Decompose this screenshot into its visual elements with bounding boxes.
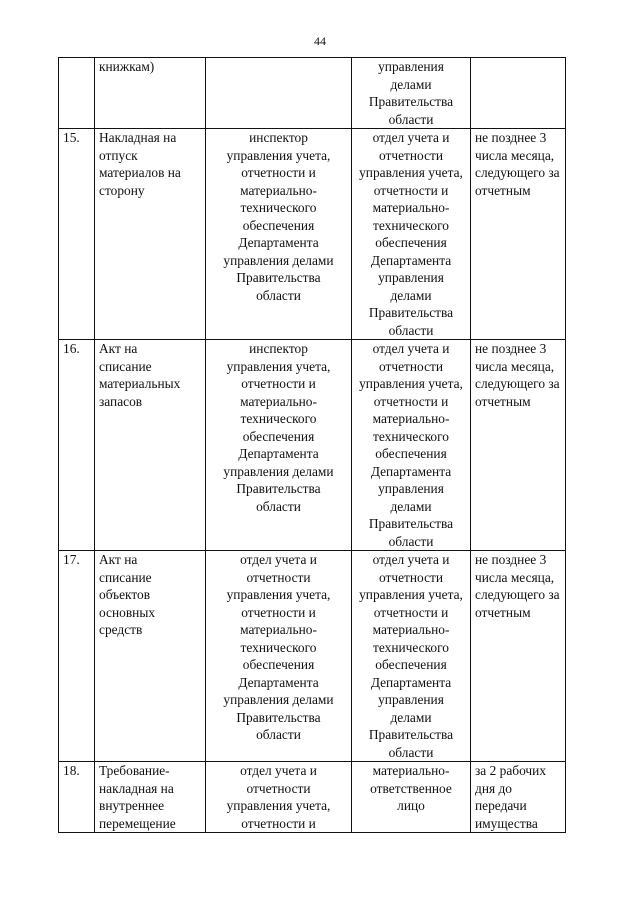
responsible-cell: инспектор управления учета, отчетности и материально- технического обеспечения Департамента управления делами Правительства области bbox=[206, 340, 352, 551]
table-row bbox=[59, 129, 566, 340]
deadline-cell: не позднее 3 числа месяца, следующего за отчетным bbox=[471, 551, 566, 762]
document-name-cell: книжкам) bbox=[95, 58, 206, 129]
document-name-cell: Акт на списание материальных запасов bbox=[95, 340, 206, 551]
receiver-cell: отдел учета и отчетности управления учета, отчетности и материально- технического обеспечения Департамента управления делами Правительства области bbox=[352, 551, 471, 762]
row-number-cell: 18. bbox=[59, 762, 95, 833]
document-name-cell: Требование- накладная на внутреннее перемещение bbox=[95, 762, 206, 833]
row-number-cell: 17. bbox=[59, 551, 95, 762]
page-number: 44 bbox=[314, 34, 326, 48]
table-row bbox=[59, 58, 566, 129]
deadline-cell: не позднее 3 числа месяца, следующего за отчетным bbox=[471, 129, 566, 340]
deadline-cell bbox=[471, 58, 566, 129]
row-number-cell: 15. bbox=[59, 129, 95, 340]
table-row bbox=[59, 340, 566, 551]
table-row bbox=[59, 551, 566, 762]
deadline-cell: за 2 рабочих дня до передачи имущества bbox=[471, 762, 566, 833]
row-number-cell: 16. bbox=[59, 340, 95, 551]
responsible-cell: отдел учета и отчетности управления учета, отчетности и bbox=[206, 762, 352, 833]
document-name-cell: Акт на списание объектов основных средств bbox=[95, 551, 206, 762]
table-row bbox=[59, 762, 566, 833]
receiver-cell: управления делами Правительства области bbox=[352, 58, 471, 129]
responsible-cell: отдел учета и отчетности управления учета, отчетности и материально- технического обеспечения Департамента управления делами Правительства области bbox=[206, 551, 352, 762]
responsible-cell bbox=[206, 58, 352, 129]
row-number-cell bbox=[59, 58, 95, 129]
receiver-cell: материально- ответственное лицо bbox=[352, 762, 471, 833]
responsible-cell: инспектор управления учета, отчетности и материально- технического обеспечения Департамента управления делами Правительства области bbox=[206, 129, 352, 340]
document-name-cell: Накладная на отпуск материалов на сторону bbox=[95, 129, 206, 340]
deadline-cell: не позднее 3 числа месяца, следующего за отчетным bbox=[471, 340, 566, 551]
receiver-cell: отдел учета и отчетности управления учета, отчетности и материально- технического обеспечения Департамента управления делами Правительства области bbox=[352, 129, 471, 340]
receiver-cell: отдел учета и отчетности управления учета, отчетности и материально- технического обеспечения Департамента управления делами Правительства области bbox=[352, 340, 471, 551]
document-table bbox=[58, 57, 566, 833]
